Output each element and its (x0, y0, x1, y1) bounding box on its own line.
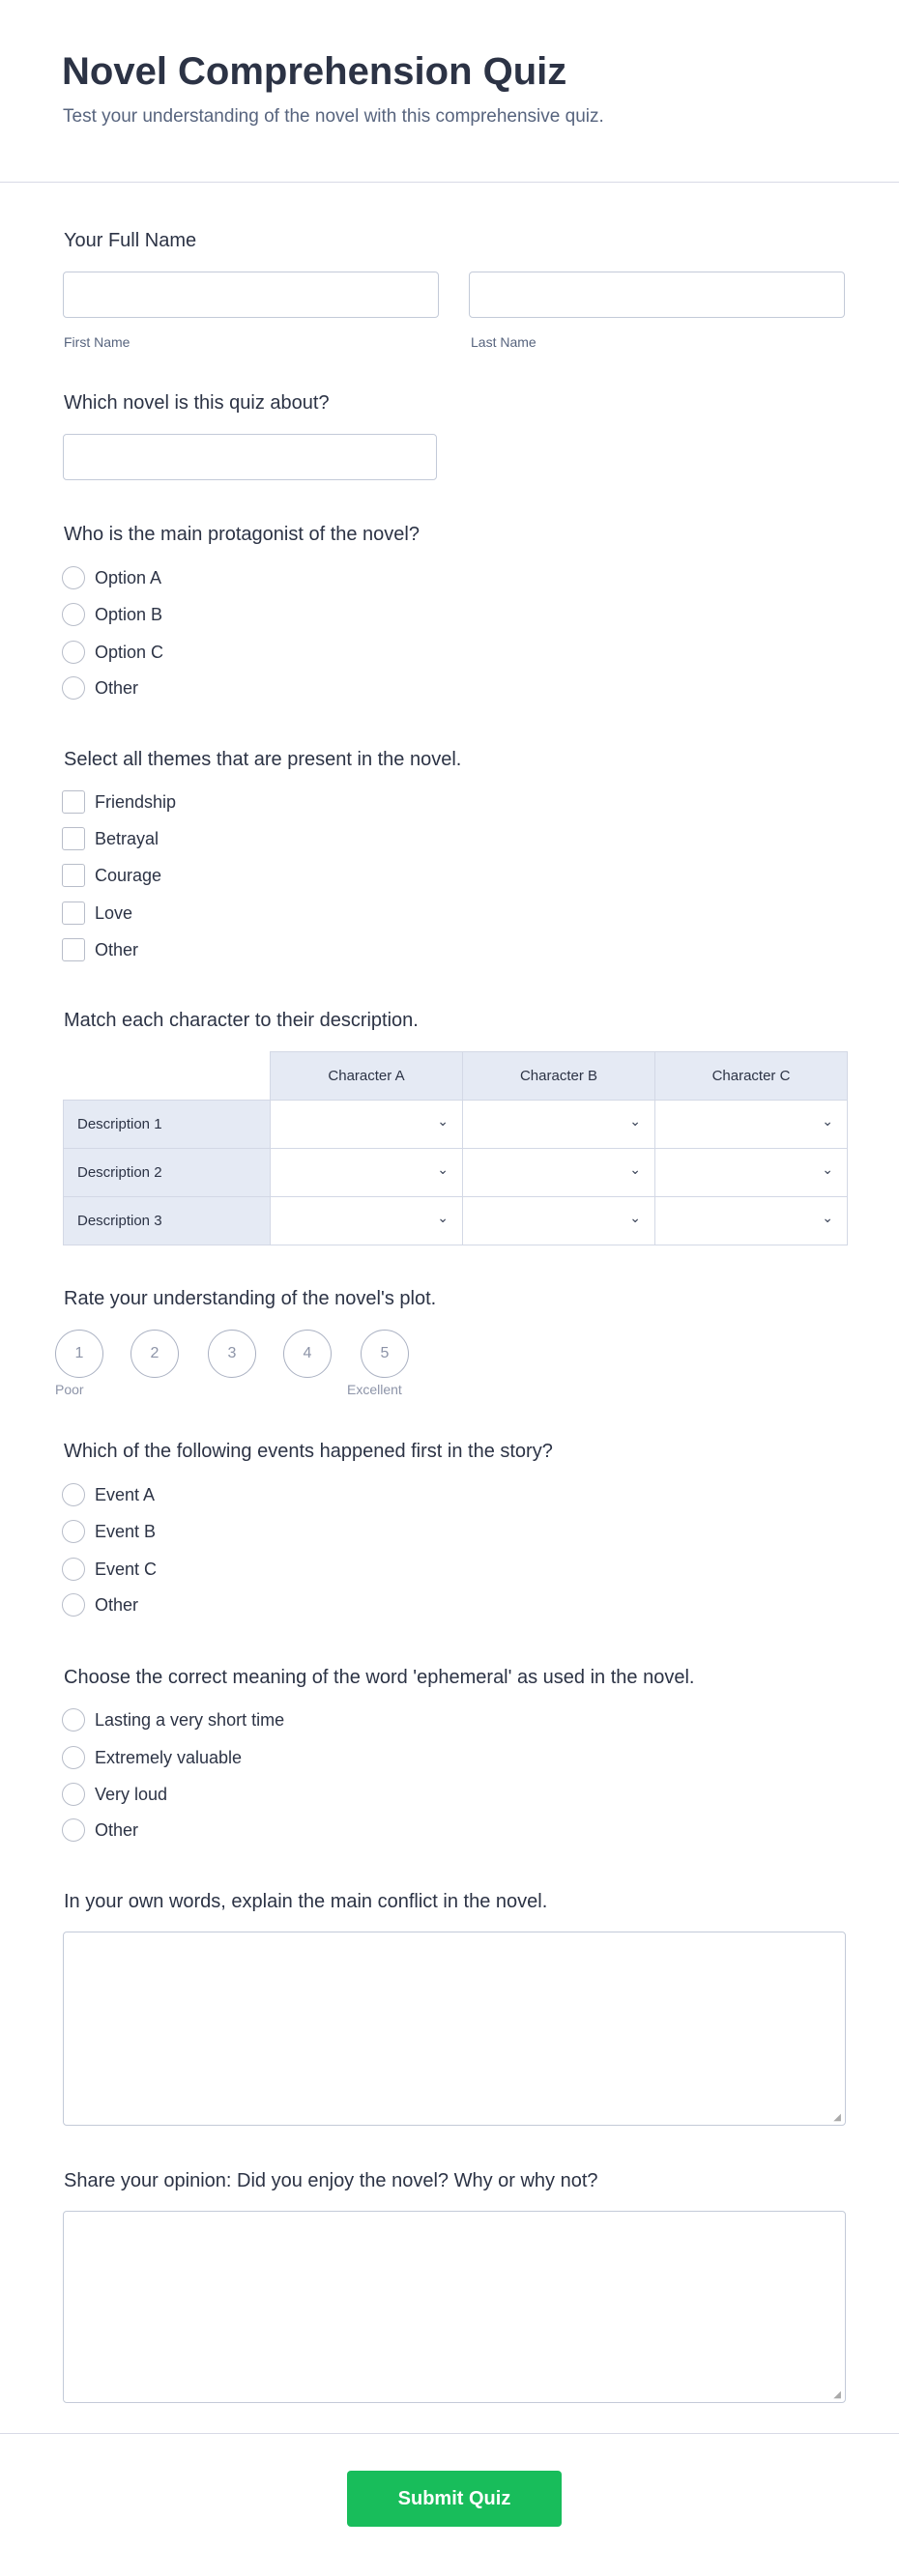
option-label: Event A (95, 1484, 156, 1504)
radio-button[interactable] (62, 1558, 85, 1581)
conflict-label: In your own words, explain the main conflict in the novel. (64, 1891, 548, 1912)
matrix-dropdown[interactable] (463, 1101, 655, 1149)
checkbox[interactable] (62, 790, 85, 814)
events-label: Which of the following events happened first in the story? (64, 1441, 553, 1462)
theme-option[interactable] (62, 789, 176, 815)
resize-handle-icon[interactable]: ◢ (833, 2112, 841, 2123)
theme-option[interactable] (62, 937, 138, 962)
checkbox[interactable] (62, 864, 85, 887)
chevron-down-icon: ⌄ (437, 1210, 449, 1225)
matrix-dropdown[interactable] (463, 1197, 655, 1245)
chevron-down-icon: ⌄ (822, 1113, 833, 1129)
rating-high-label: Excellent (347, 1382, 402, 1397)
theme-option[interactable] (62, 826, 159, 851)
option-label: Extremely valuable (95, 1747, 243, 1767)
column-header: Character B (463, 1052, 655, 1101)
protagonist-option[interactable] (62, 675, 138, 701)
page-title: Novel Comprehension Quiz (62, 50, 567, 93)
ephemeral-label: Choose the correct meaning of the word 'ephemeral' as used in the novel. (64, 1667, 695, 1688)
footer-divider (0, 2433, 899, 2434)
first-name-input[interactable] (63, 272, 439, 318)
theme-option[interactable] (62, 901, 132, 926)
ephemeral-option[interactable] (62, 1707, 284, 1732)
matrix-dropdown[interactable] (463, 1149, 655, 1197)
option-label: Other (95, 1819, 139, 1840)
option-label: Lasting a very short time (95, 1709, 285, 1730)
option-label: Option B (95, 604, 163, 624)
ephemeral-option[interactable] (62, 1782, 167, 1807)
rating-option-2[interactable]: 2 (130, 1330, 179, 1378)
chevron-down-icon: ⌄ (629, 1210, 641, 1225)
last-name-input[interactable] (469, 272, 845, 318)
option-label: Friendship (95, 791, 177, 812)
chevron-down-icon: ⌄ (629, 1161, 641, 1177)
submit-button[interactable]: Submit Quiz (347, 2471, 562, 2527)
row-header: Description 2 (64, 1149, 271, 1197)
rating-low-label: Poor (55, 1382, 84, 1397)
matrix-dropdown[interactable] (655, 1149, 848, 1197)
radio-button[interactable] (62, 1483, 85, 1506)
event-option[interactable] (62, 1519, 156, 1544)
protagonist-option[interactable] (62, 640, 163, 665)
first-name-sublabel: First Name (64, 334, 130, 350)
option-label: Other (95, 939, 139, 959)
ephemeral-option[interactable] (62, 1818, 138, 1843)
option-label: Option C (95, 642, 164, 662)
radio-button[interactable] (62, 1818, 85, 1842)
chevron-down-icon: ⌄ (629, 1113, 641, 1129)
novel-label: Which novel is this quiz about? (64, 392, 330, 414)
option-label: Love (95, 902, 133, 923)
radio-button[interactable] (62, 1708, 85, 1732)
matrix-label: Match each character to their description. (64, 1010, 419, 1031)
matrix-dropdown[interactable] (271, 1197, 463, 1245)
rating-option-3[interactable]: 3 (208, 1330, 256, 1378)
radio-button[interactable] (62, 1593, 85, 1617)
protagonist-label: Who is the main protagonist of the novel? (64, 524, 420, 545)
radio-button[interactable] (62, 641, 85, 664)
event-option[interactable] (62, 1557, 157, 1582)
opinion-label: Share your opinion: Did you enjoy the novel? Why or why not? (64, 2170, 598, 2191)
checkbox[interactable] (62, 938, 85, 961)
column-header: Character C (655, 1052, 848, 1101)
matrix-dropdown[interactable] (271, 1101, 463, 1149)
rating-option-5[interactable]: 5 (361, 1330, 409, 1378)
option-label: Other (95, 1594, 139, 1615)
radio-button[interactable] (62, 603, 85, 626)
option-label: Option A (95, 567, 162, 587)
ephemeral-option[interactable] (62, 1745, 242, 1770)
checkbox[interactable] (62, 902, 85, 925)
event-option[interactable] (62, 1482, 155, 1507)
protagonist-option[interactable] (62, 602, 162, 627)
option-label: Other (95, 677, 139, 698)
radio-button[interactable] (62, 1783, 85, 1806)
chevron-down-icon: ⌄ (822, 1161, 833, 1177)
rating-label: Rate your understanding of the novel's plot. (64, 1288, 437, 1309)
rating-option-4[interactable]: 4 (283, 1330, 332, 1378)
option-label: Very loud (95, 1784, 168, 1804)
conflict-textarea[interactable] (63, 1932, 846, 2126)
option-label: Courage (95, 865, 162, 885)
option-label: Event C (95, 1559, 158, 1579)
radio-button[interactable] (62, 566, 85, 589)
option-label: Betrayal (95, 828, 160, 848)
event-option[interactable] (62, 1592, 138, 1617)
chevron-down-icon: ⌄ (822, 1210, 833, 1225)
protagonist-option[interactable] (62, 565, 161, 590)
row-header: Description 1 (64, 1101, 271, 1149)
radio-button[interactable] (62, 1520, 85, 1543)
matrix-dropdown[interactable] (655, 1101, 848, 1149)
themes-label: Select all themes that are present in the novel. (64, 749, 462, 770)
checkbox[interactable] (62, 827, 85, 850)
opinion-textarea[interactable] (63, 2211, 846, 2403)
matrix-dropdown[interactable] (271, 1149, 463, 1197)
chevron-down-icon: ⌄ (437, 1113, 449, 1129)
radio-button[interactable] (62, 676, 85, 700)
full-name-label: Your Full Name (64, 230, 197, 251)
option-label: Event B (95, 1521, 157, 1541)
column-header: Character A (271, 1052, 463, 1101)
matrix-table (63, 1051, 848, 1245)
rating-option-1[interactable]: 1 (55, 1330, 103, 1378)
resize-handle-icon[interactable]: ◢ (833, 2390, 841, 2400)
novel-input[interactable] (63, 434, 437, 480)
matrix-dropdown[interactable] (655, 1197, 848, 1245)
matrix-corner (64, 1052, 271, 1101)
row-header: Description 3 (64, 1197, 271, 1245)
page-subtitle: Test your understanding of the novel with this comprehensive quiz. (63, 106, 604, 127)
header-divider (0, 182, 899, 183)
chevron-down-icon: ⌄ (437, 1161, 449, 1177)
theme-option[interactable] (62, 863, 161, 888)
last-name-sublabel: Last Name (471, 334, 536, 350)
radio-button[interactable] (62, 1746, 85, 1769)
